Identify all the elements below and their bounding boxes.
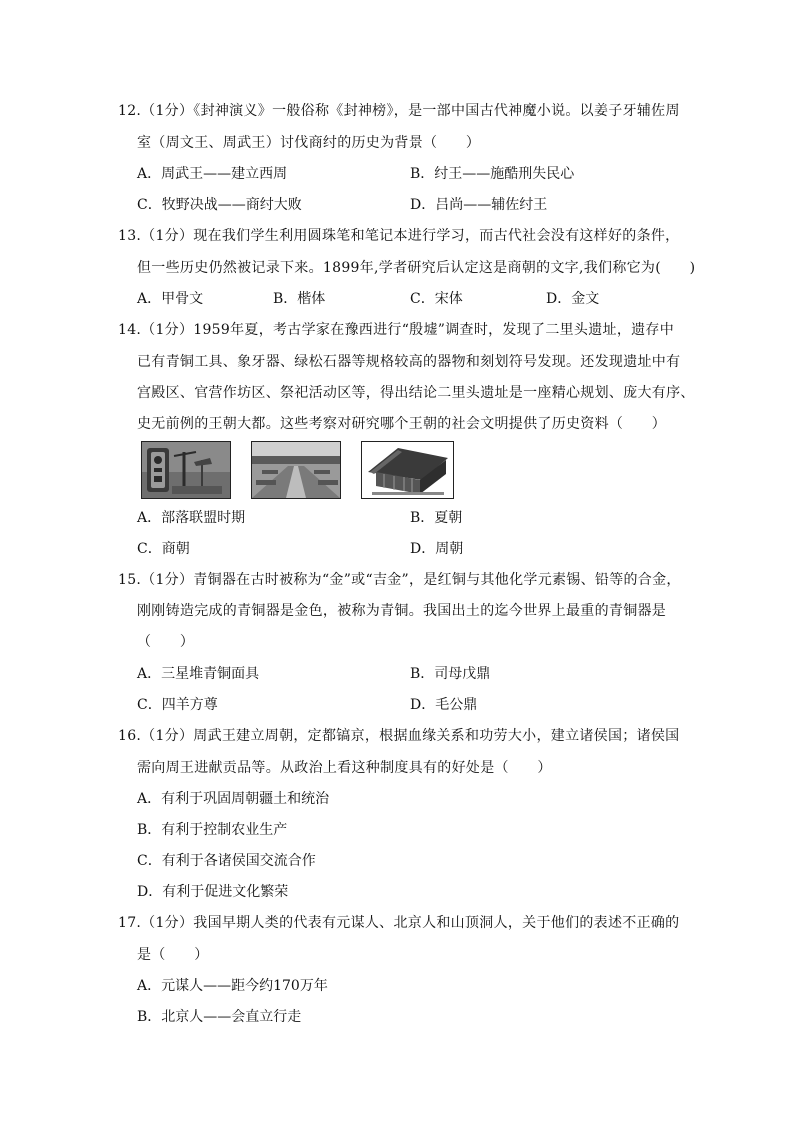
question-13-stem-line2: 但一些历史仍然被记录下来。1899年,学者研究后认定这是商朝的文字,我们称它为( ): [137, 260, 696, 276]
question-12-stem-line1: 12.（1分）《封神演义》一般俗称《封神榜》，是一部中国古代神魔小说。以姜子牙辅佐周: [118, 103, 680, 119]
question-16-option-d[interactable]: D．有利于促进文化繁荣: [137, 884, 289, 900]
relic-photo-3-image: [362, 442, 453, 498]
relic-photo-3: [361, 441, 454, 499]
question-16-option-c[interactable]: C．有利于各诸侯国交流合作: [137, 853, 316, 869]
question-15-stem-line3: （ ）: [137, 634, 195, 650]
question-15-option-d[interactable]: D．毛公鼎: [410, 697, 478, 713]
question-14-stem-line4: 史无前例的王朝大都。这些考察对研究哪个王朝的社会文明提供了历史资料（ ）: [137, 416, 667, 432]
question-15-option-c[interactable]: C．四羊方尊: [137, 697, 218, 713]
question-12-option-d[interactable]: D．吕尚——辅佐纣王: [410, 197, 548, 213]
question-15-option-b[interactable]: B．司母戊鼎: [410, 666, 491, 682]
question-13-option-d[interactable]: D．金文: [546, 291, 600, 307]
question-17-stem-line2: 是（ ）: [137, 947, 209, 963]
question-16-stem-line1: 16.（1分）周武王建立周朝，定都镐京，根据血缘关系和功劳大小，建立诸侯国；诸侯国: [118, 728, 680, 744]
question-14-stem-line2: 已有青铜工具、象牙器、绿松石器等规格较高的器物和刻划符号发现。还发现遗址中有: [137, 354, 681, 370]
question-14-option-a[interactable]: A．部落联盟时期: [137, 510, 246, 526]
question-16-option-a[interactable]: A．有利于巩固周朝疆土和统治: [137, 791, 330, 807]
question-13-option-a[interactable]: A．甲骨文: [137, 291, 204, 307]
relic-photo-1-image: [142, 442, 230, 498]
question-13-option-c[interactable]: C．宋体: [410, 291, 463, 307]
question-16-stem-line2: 需向周王进献贡品等。从政治上看这种制度具有的好处是（ ）: [137, 760, 552, 776]
question-17-stem-line1: 17.（1分）我国早期人类的代表有元谋人、北京人和山顶洞人，关于他们的表述不正确的: [118, 915, 680, 931]
relic-photo-1: [141, 441, 231, 499]
question-15-stem-line1: 15.（1分）青铜器在古时被称为“金”或“吉金”，是红铜与其他化学元素锡、铅等的合金，: [118, 572, 681, 588]
relic-photo-2-image: [252, 442, 340, 498]
question-13-stem-line1: 13.（1分）现在我们学生利用圆珠笔和笔记本进行学习，而古代社会没有这样好的条件，: [118, 228, 680, 244]
question-14-stem-line1: 14.（1分）1959年夏，考古学家在豫西进行“殷墟”调查时，发现了二里头遗址，遗存中: [118, 322, 675, 338]
question-17-option-b[interactable]: B．北京人——会直立行走: [137, 1009, 302, 1025]
question-12-stem-line2: 室（周文王、周武王）讨伐商纣的历史为背景（ ）: [137, 135, 481, 151]
question-15-option-a[interactable]: A．三星堆青铜面具: [137, 666, 260, 682]
question-17-option-a[interactable]: A．元谋人——距今约170万年: [137, 978, 328, 994]
question-14-option-d[interactable]: D．周朝: [410, 541, 464, 557]
question-14-stem-line3: 宫殿区、官营作坊区、祭祀活动区等，得出结论二里头遗址是一座精心规划、庞大有序、: [137, 385, 695, 401]
question-12-option-c[interactable]: C．牧野决战——商纣大败: [137, 197, 302, 213]
question-12-option-b[interactable]: B．纣王——施酷刑失民心: [410, 166, 575, 182]
question-14-option-b[interactable]: B．夏朝: [410, 510, 463, 526]
question-16-option-b[interactable]: B．有利于控制农业生产: [137, 822, 288, 838]
question-12-option-a[interactable]: A．周武王——建立西周: [137, 166, 288, 182]
question-13-option-b[interactable]: B．楷体: [273, 291, 326, 307]
question-15-stem-line2: 刚刚铸造完成的青铜器是金色，被称为青铜。我国出土的迄今世界上最重的青铜器是: [137, 603, 667, 619]
relic-photo-2: [251, 441, 341, 499]
question-14-option-c[interactable]: C．商朝: [137, 541, 190, 557]
